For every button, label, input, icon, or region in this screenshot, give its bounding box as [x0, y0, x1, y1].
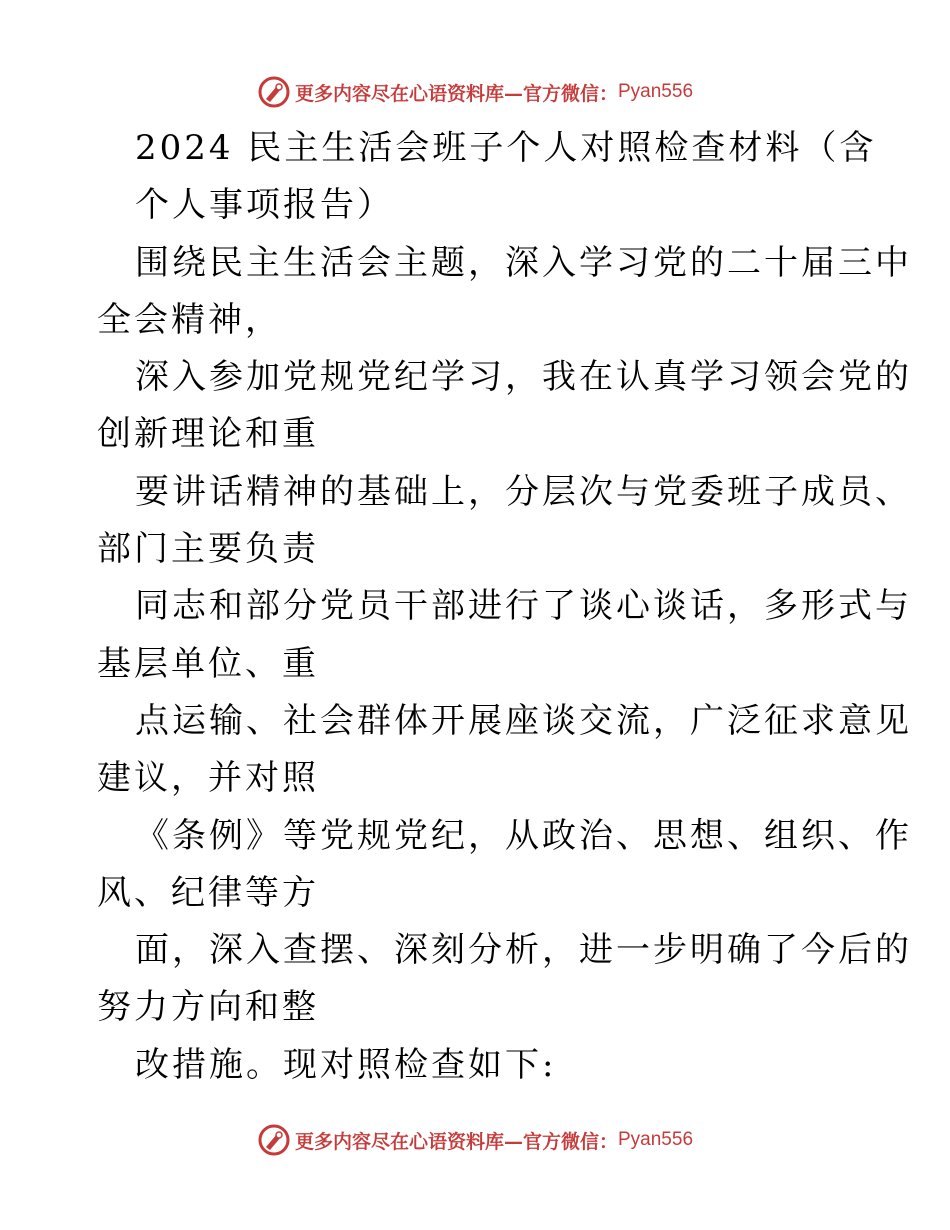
banner-site-text: 更多内容尽在心语资料库— [294, 1130, 523, 1153]
banner-site-text: 更多内容尽在心语资料库— [294, 82, 523, 105]
document-line: 部门主要负责 [97, 529, 319, 570]
document-line: 面，深入查摆、深刻分析，进一步明确了今后的 [135, 930, 912, 971]
document-line: 基层单位、重 [97, 643, 319, 684]
document-line: 深入参加党规党纪学习，我在认真学习领会党的 [135, 357, 912, 398]
footer-banner [0, 1120, 950, 1160]
brand-logo-icon [257, 1123, 291, 1157]
document-line: 个人事项报告） [135, 185, 394, 226]
document-body [97, 120, 912, 1094]
document-line: 努力方向和整 [97, 987, 319, 1028]
banner-contact-text: 官方微信： [522, 82, 618, 105]
document-line: 风、纪律等方 [97, 872, 319, 913]
banner-contact-text: 官方微信： [522, 1130, 618, 1153]
document-line: 全会精神， [97, 299, 282, 340]
document-line: 《条例》等党规党纪，从政治、思想、组织、作 [135, 815, 912, 856]
document-line: 要讲话精神的基础上，分层次与党委班子成员、 [135, 471, 912, 512]
header-banner [0, 72, 950, 112]
brand-logo-icon [257, 75, 291, 109]
document-line: 同志和部分党员干部进行了谈心谈话，多形式与 [135, 586, 912, 627]
document-line: 建议，并对照 [97, 758, 319, 799]
document-line: 点运输、社会群体开展座谈交流，广泛征求意见 [135, 700, 912, 741]
document-line: 改措施。现对照检查如下: [135, 1044, 557, 1085]
document-line: 创新理论和重 [97, 414, 319, 455]
document-line: 2024 民主生活会班子个人对照检查材料（含 [135, 128, 877, 168]
banner-wechat-id: Pyan556 [618, 81, 694, 102]
banner-wechat-id: Pyan556 [618, 1129, 694, 1150]
document-line: 围绕民主生活会主题，深入学习党的二十届三中 [135, 242, 912, 283]
